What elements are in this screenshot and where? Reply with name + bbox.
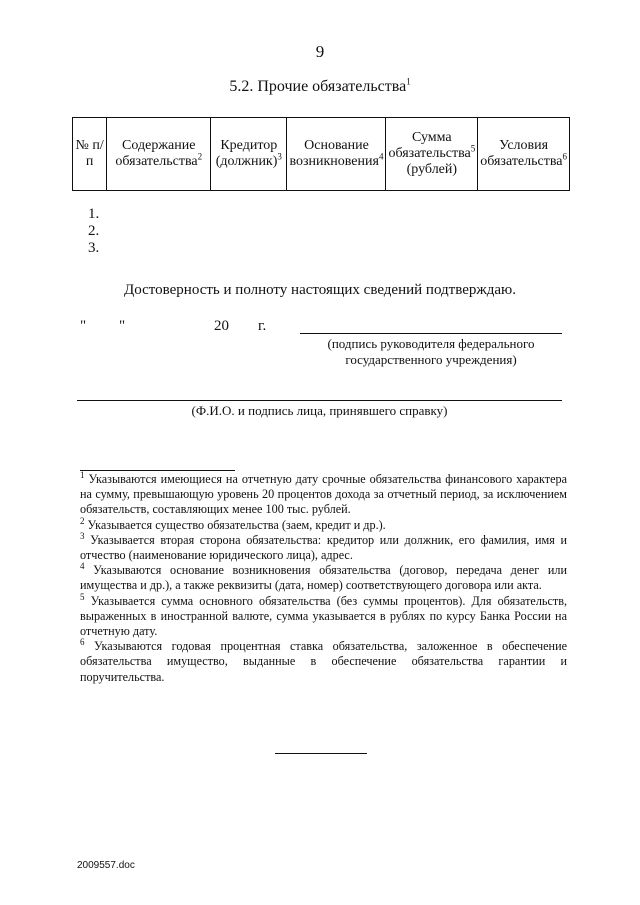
date-quote-open: " [80,318,87,334]
table-row: 1. [88,206,100,222]
table-row: 3. [88,240,100,256]
obligations-table [72,117,570,191]
receiver-signature-line [77,400,562,401]
header-basis: Основание возникновения$^4$ [287,118,386,191]
footnote-separator [80,470,235,471]
header-content: Содержание обязательства$^2$ [107,118,211,191]
table-row: 2. [88,223,100,239]
footnote-6: $^6$ Указываются годовая процентная ставка обязательства, заложенное в обеспечение обязательства имущество, выданные в обеспечение обязательства гарантии и поручительства. [80,637,568,684]
file-name: 2009557.doc [77,860,135,871]
header-conditions: Условия обязательства$^6$ [478,118,570,191]
date-quote-close: " [119,318,126,334]
footnotes [80,469,568,685]
head-signature-caption: (подпись руководителя федерального государственного учреждения) [327,336,535,367]
footnote-1: $^1$ Указываются имеющиеся на отчетную дату срочные обязательства финансового характера на сумму, превышающую уровень 20 процентов дохода за отчетный период, за исключением обязательств, составляющих менее 100 тыс. рублей. [80,469,567,517]
header-amount: Сумма обязательства$^5$ (рублей) [386,118,478,191]
section-title-text: 5.2. Прочие обязательства [229,78,407,95]
footnote-4: $^4$ Указываются основание возникновения обязательства (договор, передача денег или имущества и др.), а также реквизиты (дата, номер) соответствующего договора или акта. [80,561,567,593]
end-separator [275,753,367,754]
header-number: № п/п [73,118,107,191]
date-year-suffix: г. [258,318,267,334]
page-number: 9 [315,42,325,61]
footnote-3: $^3$ Указывается вторая сторона обязательства: кредитор или должник, его фамилия, имя и отчество (наименование юридического лица), адрес. [80,530,567,563]
footnote-2: $^2$ Указывается существо обязательства (заем, кредит и др.). [80,515,386,532]
date-year: 20 [214,318,229,334]
section-title [0,78,640,96]
footnote-5: $^5$ Указывается сумма основного обязательства (без суммы процентов). Для обязательств, выраженных в иностранной валюте, сумма указывается в рублях по курсу Банка России на отчетную дату. [80,591,567,639]
head-signature-line [300,333,562,334]
table-header-row [73,118,570,191]
table-rows [88,206,99,257]
receiver-signature-caption: (Ф.И.О. и подпись лица, принявшего справку) [191,403,448,418]
section-title-note: 1 [406,76,411,87]
confirmation-text: Достоверность и полноту настоящих сведений подтверждаю. [124,282,516,298]
header-creditor: Кредитор (должник)$^3$ [211,118,287,191]
